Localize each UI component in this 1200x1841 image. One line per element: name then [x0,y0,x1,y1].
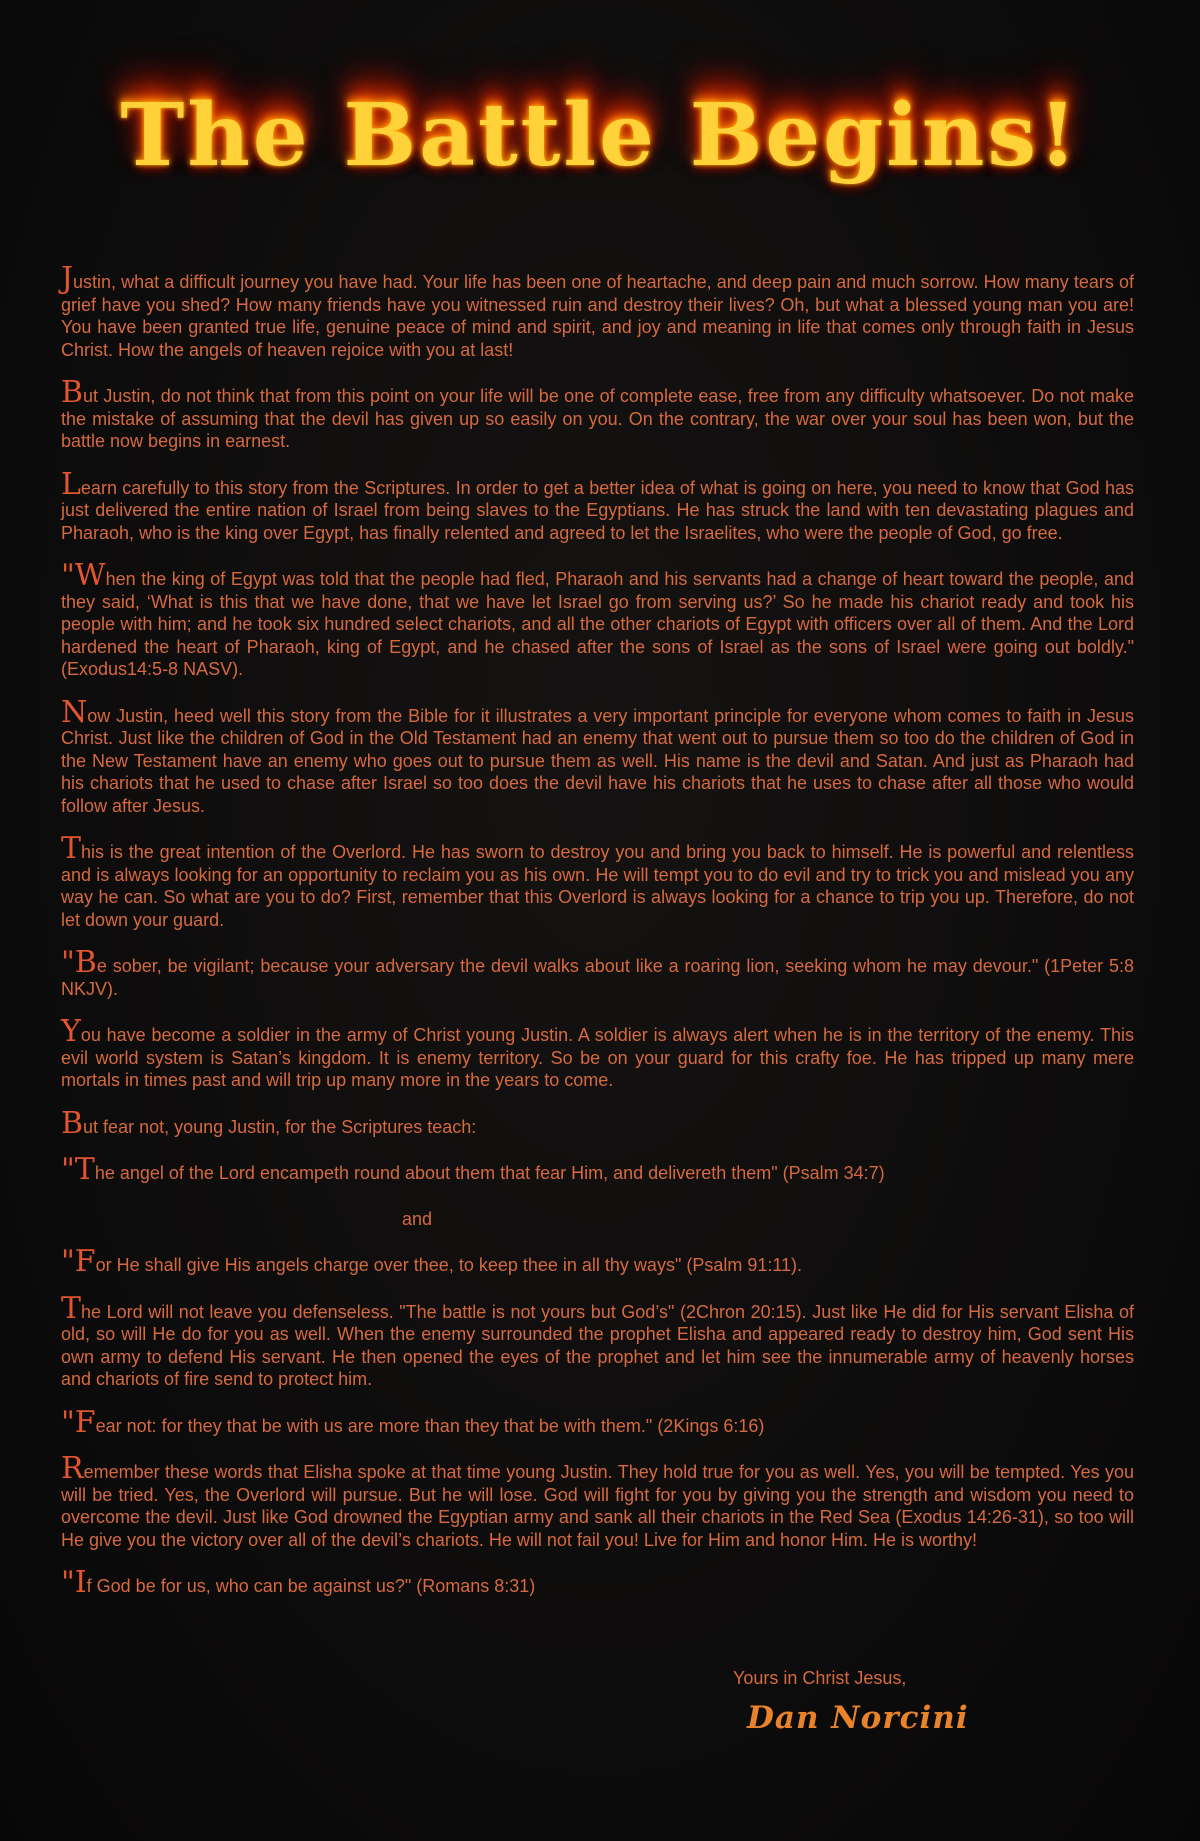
drop-cap: B [61,1105,84,1141]
page-title: The Battle Begins! [120,84,1080,186]
scripture-quote-1peter [61,945,1134,1000]
paragraph-6 [61,831,1134,931]
paragraph-text: ow Justin, heed well this story from the Bible for it illustrates a very important principle for everyone whom comes to faith in Jesus Christ. Just like the children of God in the Old Testament had an enemy that went out to pursue them so too do the children of God in the New Testament have an enemy who goes out to pursue them as well. His name is the devil and Satan. And just as Pharaoh had his chariots that he used to chase after Israel so too does the devil have his chariots that he uses to chase after all those who would follow after Jesus. [61,705,1134,816]
paragraph-text: he Lord will not leave you defenseless. "The battle is not yours but God’s" (2Chron 20:15). Just like He did for His servant Elisha of old, so will He do for you as well. When the enemy surrounded the prophet Elisha and appeared ready to destroy him, God sent His own army to defend His servant. He then opened the eyes of the prophet and let him see the innumerable army of heavenly horses and chariots of fire send to protect him. [61,1301,1134,1389]
paragraph-text: ear not: for they that be with us are more than they that be with them." (2Kings 6:16) [95,1415,765,1436]
paragraph-text: hen the king of Egypt was told that the people had fled, Pharaoh and his servants had a change of heart toward the people, and they said, ‘What is this that we have done, that we have let Israel go from serving us?’ So he made his chariot ready and took his people with him; and he took six hundred select chariots, and all the other chariots of Egypt with officers over all of them. And the Lord hardened the heart of Pharaoh, king of Egypt, and he chased after the sons of Israel as the sons of Israel were going out boldly." (Exodus14:5-8 NASV). [61,569,1134,679]
drop-cap: "I [61,1565,87,1600]
paragraph-text: ou have become a soldier in the army of Christ young Justin. A soldier is always alert when he is in the territory of the enemy. This evil world system is Satan’s kingdom. It is enemy territory. So be on your guard for this crafty foe. He has tripped up many mere mortals in times past and will trip up many more in the years to come. [61,1025,1134,1090]
paragraph-text: ut fear not, young Justin, for the Scriptures teach: [83,1116,477,1137]
paragraph-text: his is the great intention of the Overlord. He has sworn to destroy you and bring you back to himself. He is powerful and relentless and is always looking for an opportunity to reclaim you as his own. He will tempt you to do evil and try to trick you and mislead you any way he can. So what are you to do? First, remember that this Overlord is always looking for a chance to trip you up. Therefore, do not let down your guard. [61,842,1134,930]
scripture-quote-romans [61,1565,1134,1600]
paragraph-15 [61,1451,1134,1551]
scripture-quote-exodus [61,558,1134,681]
paragraph-8 [61,1014,1134,1092]
paragraph-text: or He shall give His angels charge over thee, to keep thee in all thy ways" (Psalm 91:11). [95,1255,803,1275]
drop-cap: "T [61,1152,95,1187]
paragraph-2 [61,375,1134,453]
drop-cap: T [61,1290,82,1326]
paragraph-text: ut Justin, do not think that from this point on your life will be one of complete ease, free from any difficulty whatsoever. Do not make the mistake of assuming that the devil has given up so easily on you. On the contrary, the war over your soul has been won, but the battle now begins in earnest. [61,386,1134,451]
drop-cap: T [61,831,82,866]
conjunction-and [61,1208,1134,1231]
drop-cap: J [61,261,74,296]
paragraph-text: earn carefully to this story from the Scriptures. In order to get a better idea of what is going on here, you need to know that God has just delivered the entire nation of Israel from being slaves to the Egyptians. He has struck the land with ten devastating plagues and Pharaoh, who is the king over Egypt, has finally relented and agreed to let the Israelites, who were the people of God, go free. [61,477,1134,543]
paragraph-9 [61,1105,1134,1141]
drop-cap: L [61,466,81,502]
drop-cap: "F [61,1244,96,1279]
title-banner [100,55,1100,215]
paragraph-1 [61,261,1134,361]
paragraph-text: e sober, be vigilant; because your adversary the devil walks about like a roaring lion, seeking whom he may devour." (1Peter 5:8 NKJV). [61,956,1134,999]
drop-cap: N [61,694,88,730]
paragraph-text: ustin, what a difficult journey you have had. Your life has been one of heartache, and deep pain and much sorrow. How many tears of grief have you shed? How many friends have you witnessed ruin and destroy their lives? Oh, but what a blessed young man you are! You have been granted true life, genuine peace of mind and spirit, and joy and meaning in life that comes only through faith in Jesus Christ. How the angels of heaven rejoice with you at last! [61,272,1134,360]
drop-cap: B [61,375,84,410]
paragraph-5 [61,694,1134,818]
drop-cap: Y [61,1014,81,1049]
drop-cap: R [61,1451,84,1486]
paragraph-text: emember these words that Elisha spoke at that time young Justin. They hold true for you as well. Yes, you will be tempted. Yes you will be tried. Yes, the Overlord will pursue. But he will lose. God will fight for you by giving you the strength and wisdom you need to overcome the devil. Just like God drowned the Egyptian army and sank all their chariots in the Red Sea (Exodus 14:26-31), so too will He give you the victory over all of the devil’s chariots. He will not fail you! Live for Him and honor Him. He is worthy! [61,1462,1134,1550]
signature: Dan Norcini [747,1700,969,1736]
letter-body [61,261,1134,1621]
paragraph-3 [61,466,1134,545]
paragraph-13 [61,1290,1134,1391]
scripture-quote-2kings [61,1404,1134,1440]
scripture-quote-psalm-91 [61,1244,1134,1279]
drop-cap: "B [61,945,97,980]
closing-line: Yours in Christ Jesus, [733,1668,907,1688]
drop-cap: "W [61,558,106,593]
paragraph-text: he angel of the Lord encampeth round about them that fear Him, and delivereth them" (Psalm 34:7) [94,1163,885,1183]
paragraph-text: and [402,1208,433,1229]
scripture-quote-psalm-34 [61,1152,1134,1187]
drop-cap: "F [61,1404,96,1440]
paragraph-text: f God be for us, who can be against us?" (Romans 8:31) [86,1576,536,1596]
